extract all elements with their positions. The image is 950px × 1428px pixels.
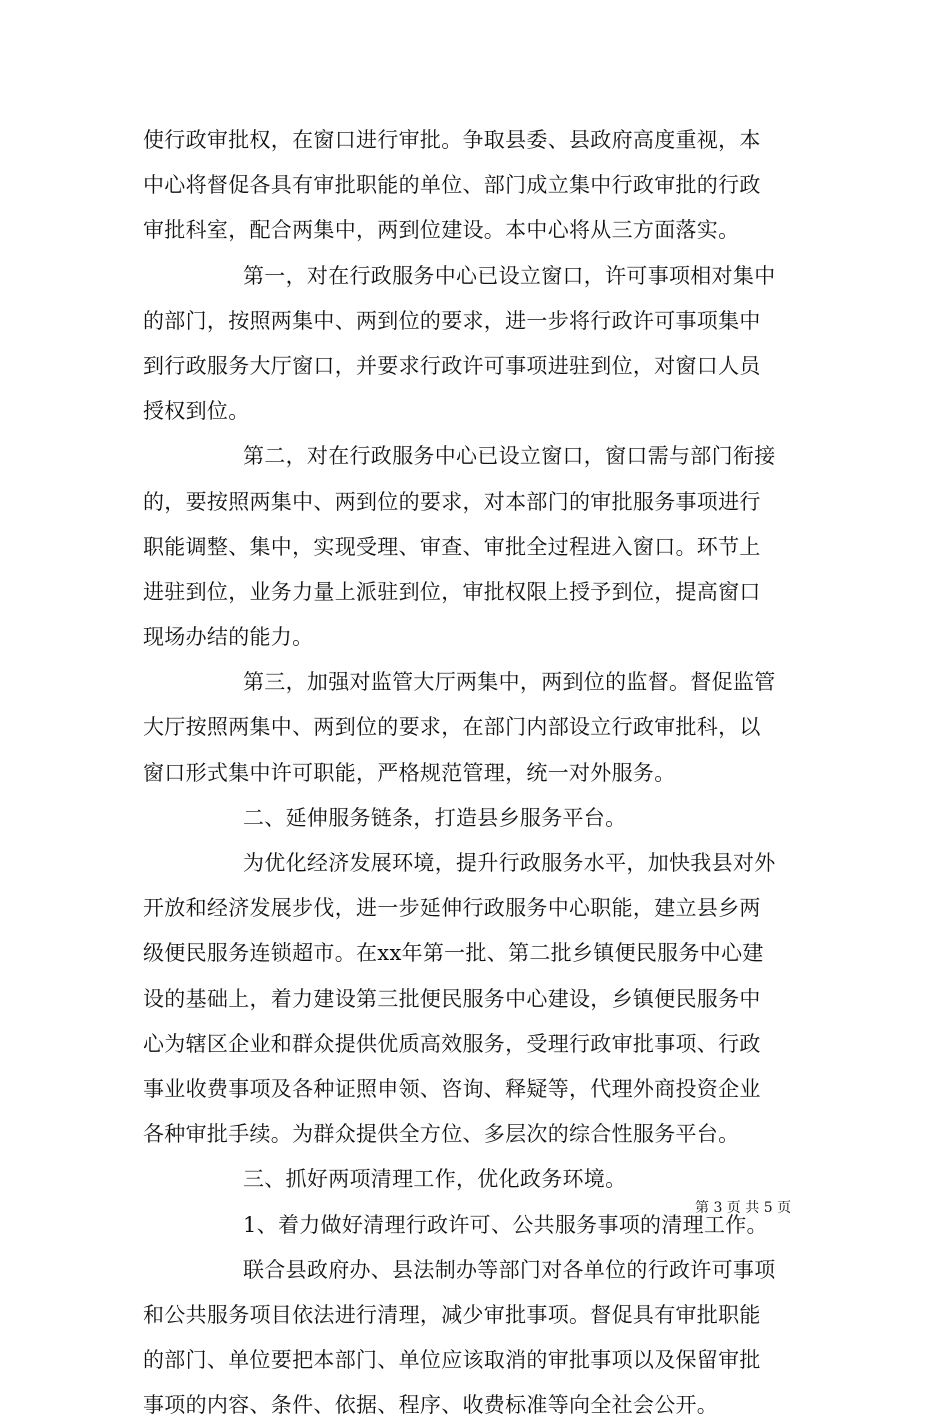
text-line: 中心将督促各具有审批职能的单位、部门成立集中行政审批的行政 <box>143 173 761 198</box>
text-line: 事项的内容、条件、依据、程序、收费标准等向全社会公开。 <box>143 1393 719 1418</box>
text-line: 第三，加强对监管大厅两集中，两到位的监督。督促监管 <box>243 670 776 695</box>
text-line: 审批科室，配合两集中，两到位建设。本中心将从三方面落实。 <box>143 218 740 243</box>
text-line: 各种审批手续。为群众提供全方位、多层次的综合性服务平台。 <box>143 1122 740 1147</box>
text-line: 三、抓好两项清理工作，优化政务环境。 <box>243 1167 627 1192</box>
text-line: 开放和经济发展步伐，进一步延伸行政服务中心职能，建立县乡两 <box>143 896 761 921</box>
text-line: 第一，对在行政服务中心已设立窗口，许可事项相对集中 <box>243 263 776 288</box>
text-line: 的部门，按照两集中、两到位的要求，进一步将行政许可事项集中 <box>143 308 761 333</box>
text-line: 第二，对在行政服务中心已设立窗口，窗口需与部门衔接 <box>243 444 776 469</box>
text-line: 的部门、单位要把本部门、单位应该取消的审批事项以及保留审批 <box>143 1348 761 1373</box>
text-line: 使行政审批权，在窗口进行审批。争取县委、县政府高度重视，本 <box>143 128 761 152</box>
text-line: 的，要按照两集中、两到位的要求，对本部门的审批服务事项进行 <box>143 489 761 514</box>
text-line: 心为辖区企业和群众提供优质高效服务，受理行政审批事项、行政 <box>143 1031 761 1056</box>
text-line: 职能调整、集中，实现受理、审查、审批全过程进入窗口。环节上 <box>143 534 761 559</box>
page-number-footer: 第 3 页 共 5 页 <box>695 1200 792 1216</box>
text-line: 二、延伸服务链条，打造县乡服务平台。 <box>243 805 627 830</box>
text-line: 到行政服务大厅窗口，并要求行政许可事项进驻到位，对窗口人员 <box>143 353 761 378</box>
text-line: 进驻到位，业务力量上派驻到位，审批权限上授予到位，提高窗口 <box>143 579 761 604</box>
text-line: 设的基础上，着力建设第三批便民服务中心建设，乡镇便民服务中 <box>143 986 761 1011</box>
text-line: 级便民服务连锁超市。在xx年第一批、第二批乡镇便民服务中心建 <box>143 941 764 966</box>
text-line: 和公共服务项目依法进行清理，减少审批事项。督促具有审批职能 <box>143 1302 761 1327</box>
text-line: 现场办结的能力。 <box>143 625 314 650</box>
text-line: 事业收费事项及各种证照申领、咨询、释疑等，代理外商投资企业 <box>143 1076 761 1101</box>
text-line: 窗口形式集中许可职能，严格规范管理，统一对外服务。 <box>143 760 676 785</box>
text-line: 授权到位。 <box>143 399 250 424</box>
text-line: 联合县政府办、县法制办等部门对各单位的行政许可事项 <box>243 1257 776 1282</box>
document-body <box>143 118 813 1428</box>
text-line: 为优化经济发展环境，提升行政服务水平，加快我县对外 <box>243 851 776 875</box>
text-line: 大厅按照两集中、两到位的要求，在部门内部设立行政审批科，以 <box>143 715 761 740</box>
text-line: 1、着力做好清理行政许可、公共服务事项的清理工作。 <box>243 1212 768 1237</box>
